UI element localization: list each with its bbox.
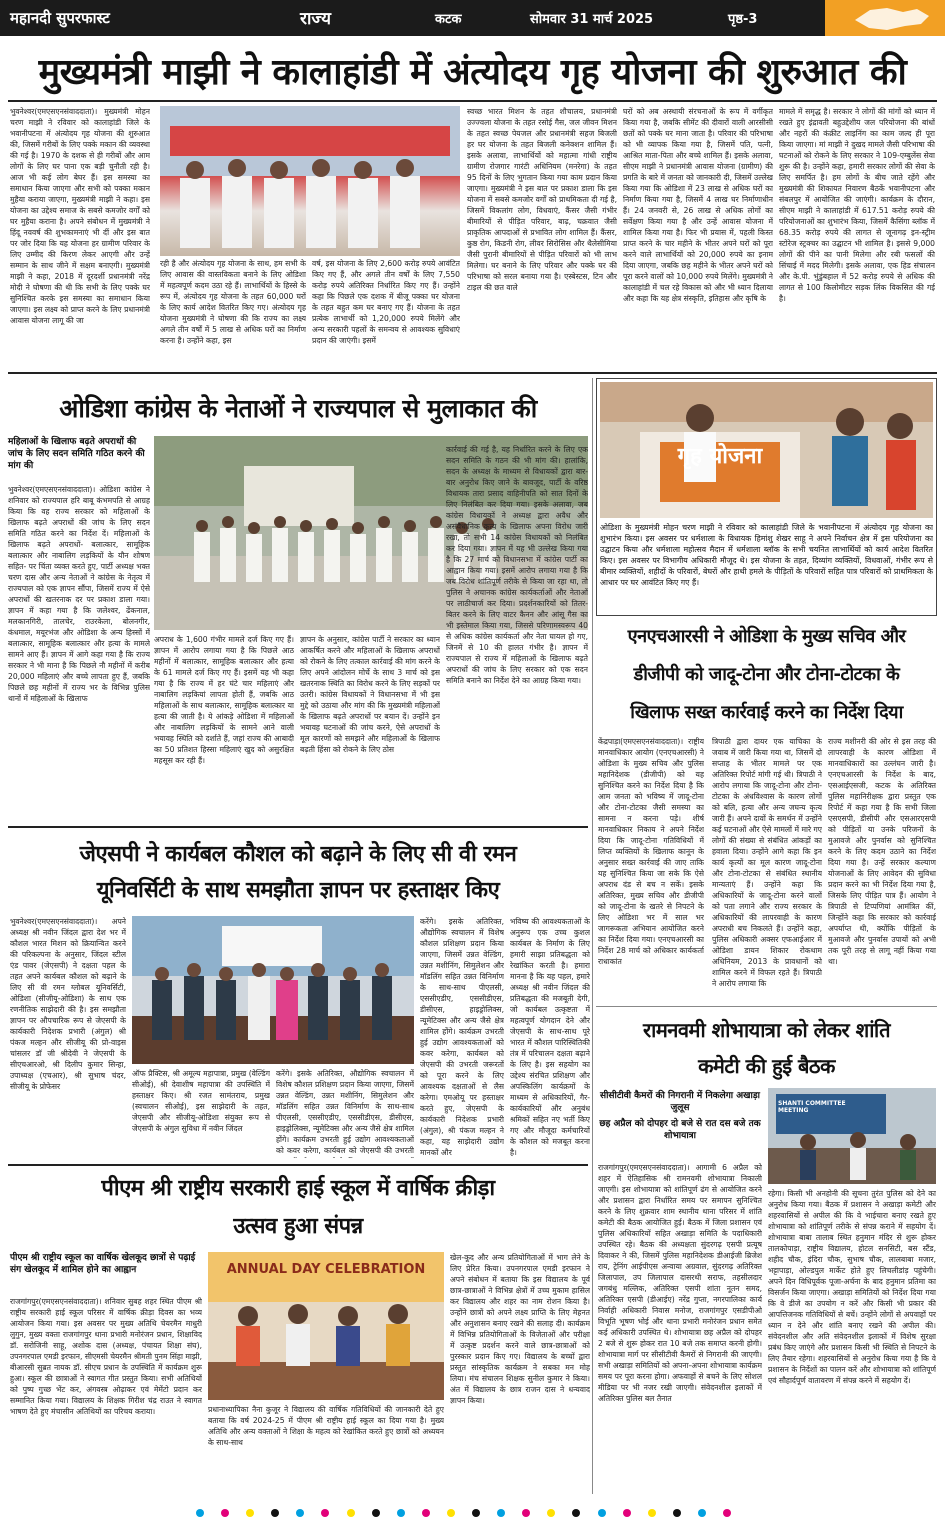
divider bbox=[8, 1164, 588, 1166]
story1-column-6: मामले में समृद्ध है। सरकार ने लोगों की मांगों को ध्यान में रखते हुए इंद्रावती बहुउद्देशीय जल परियोजना की बांधों और नहरों की कंक्रीट लाइनिंग का काम जल्द ही पूरा किया जाएगा। मां माझी ने दुखद मामले जैसी परिभाषा की घटनाओं को रोकने के लिए सरकार ने 109-एम्बुलेंस सेवा शुरू की है। उन्होंने कहा, हमारी सरकार लोगों की सेवा के लिए समर्पित है। हम लोगों के बीच जाते रहेंगे और मुख्यमंत्री की शिकायत निवारण बैठकें भवानीपटना और संबलपुर में आयोजित की जाएंगी। कार्यक्रम के दौरान, सीएम माझी ने कालाहांडी में 617.51 करोड़ रुपये की परियोजनाओं का शुभारंभ किया, जिसमें कैसिंगा ब्लॉक में 68.35 करोड़ रुपये की लागत से जूनागढ़ इन-स्ट्रीम स्टोरेज स्ट्रक्चर का उद्घाटन भी शामिल है। इससे 9,000 लोगों की पीने का पानी मिलेगा और रबी फसलों की सिंचाई में मदद मिलेगी। इसके अलावा, एक हिड संचालन और के.पी. भुंडुंबहाल में 52 करोड़ रुपये से अधिक की लागत से 100 किलोमीटर सड़क लिंक विकसित की गई है। bbox=[779, 107, 935, 303]
story5-banner: SHANTI COMMITTEE MEETING bbox=[778, 1100, 846, 1114]
story2-column-4: कार्रवाई की गई है, यह निर्धारित करने के लिए एक सदन समिति के गठन की भी मांग की। हालांकि, सदन के अध्यक्ष के माध्यम से विधायकों द्वारा बार-बार अनुरोध किए जाने के बावजूद, पार्टी के वरिष्ठ विधायक तारा प्रसाद वाहिनीपति को सात दिनों के लिए निलंबित कर दिया गया। इसके अलावा, जब कांग्रेस विधायकों ने अध्यक्ष द्वारा अवैध और असंवैधानिक कृत्य के खिलाफ अपना विरोध जारी रखा, तो सभी 14 कांग्रेस विधायकों को निलंबित कर दिया गया। ज्ञापन में यह भी उल्लेख किया गया है कि 27 मार्च को विधानसभा में कांग्रेस पार्टी का आह्वान किया गया। इसमें आरोप लगाया गया है कि जब विरोध शांतिपूर्ण तरीके से किया जा रहा था, तो पुलिस ने अचानक कांग्रेस कार्यकर्ताओं और नेताओं पर लाठीचार्ज कर दिया। प्रदर्शनकारियों को तितर-बितर करने के लिए वाटर कैनन और आंसू गैस का भी इस्तेमाल किया गया, जिससे परिणामस्वरूप 40 से अधिक कांग्रेस कार्यकर्ता और नेता घायल हो गए, जिनमें से 10 की हालत गंभीर है। ज्ञापन में राज्यपाल से राज्य में महिलाओं के खिलाफ बढ़ते अपराधों की जांच के लिए सरकार को एक सदन समिति बनाने का निर्देश देने का आग्रह किया गया। bbox=[446, 445, 588, 685]
story4-column-3: करेंगे। इसके अतिरिक्त, औद्योगिक स्वचालन में विशेष कौशल प्रशिक्षण प्रदान किया जाएगा, जिसमें उन्नत वेल्डिंग, उन्नत मशीनिंग, सिमुलेशन और मॉडलिंग सहित उन्नत विनिर्माण के साथ-साथ पीएलसी, एससीएडीए, एससीडीएस, डीसीएस, हाइड्रोलिक्स, न्यूमेटिक्स और अन्य जैसे क्षेत्र शामिल होंगे। कार्यक्रम उभरती हुई उद्योग आवश्यकताओं को कवर करेगा, कार्यबल को जेएसपी की उभरती जरूरतों को पूरा करने के लिए आवश्यक दक्षताओं से लैस करेगा। एमओयू पर हस्ताक्षर करते हुए, जेएसपी के कार्यकारी निदेशक प्रभारी (अंगुल), श्री पंकज मल्हन ने कहा, यह साझेदारी उद्योग मानकों और bbox=[420, 917, 504, 1157]
yellow-mark-icon bbox=[547, 1509, 555, 1517]
cyan-mark-icon bbox=[397, 1509, 405, 1517]
story5-headline-line2: कमेटी की हुई बैठक bbox=[698, 1054, 835, 1078]
story4-column-4: भविष्य की आवश्यकताओं के अनुरूप एक उच्च कुशल कार्यबल के निर्माण के लिए हमारी साझा प्रतिबद्धता को रेखांकित करती है। हमारा मानना ​​है कि यह पहल, हमारे अध्यक्ष श्री नवीन जिंदल की प्रतिबद्धता की मजबूती देगी, जो कार्यबल उत्कृष्टता में महत्वपूर्ण योगदान देने और जेएसपी के साथ-साथ पूरे भारत में कौशल पारिस्थितिकी तंत्र में परिचालन दक्षता बढ़ाने के लिए है। इस सहयोग का उद्देश्य संरचित प्रशिक्षण और अपस्किलिंग कार्यक्रमों के माध्यम से अधिकारियों, गैर-कार्यकारियों और अनुबंध श्रमिकों सहित नए भर्ती किए गए और मौजूदा कर्मचारियों के कौशल को मजबूत करना है। bbox=[510, 917, 590, 1157]
black-mark-icon bbox=[572, 1509, 580, 1517]
yellow-mark-icon bbox=[246, 1509, 254, 1517]
story1-column-2: रही है और अंत्योदय गृह योजना के साथ, हम सभी के लिए आवास की वास्तविकता बनाने के लिए ओडिशा में महत्वपूर्ण कदम उठा रहे हैं। लाभार्थियों के हिस्से के रूप में, अंत्योदय गृह योजना के तहत 60,000 घरों के लिए कार्य आदेश वितरित किए गए। अंत्योदय गृह योजना मुख्यमंत्री ने घोषणा की कि राज्य का लक्ष्य अगले तीन वर्षों में 5 लाख से अधिक घरों का निर्माण करना है। उन्होंने कहा, इस bbox=[160, 259, 306, 345]
divider bbox=[596, 1006, 937, 1007]
story1-column-5: घरों को अब अस्थायी संरचनाओं के रूप में वर्गीकृत किया गया है, जबकि सीमेंट की दीवारों वाली आरसीसी छतों को पक्के घर माना जाता है। परिवार की परिभाषा को भी व्यापक किया गया है, जिसमें पति, पत्नी, आश्रित माता-पिता और बच्चे शामिल हैं। इसके अलावा, सीएम माझी ने प्रधानमंत्री आवास योजना (ग्रामीण) की प्रगति के बारे में जनता को जानकारी दी, जिसमें उल्लेख किया गया कि ओडिशा में 23 लाख से अधिक घरों का निर्माण किया गया है, जिसमें 4 लाख घर निर्माणाधीन हैं। 24 जनवरी से, 26 लाख से अधिक लोगों का सर्वेक्षण किया गया है और उन्हें आवास योजना में शामिल किया गया है। फिर भी प्रयास में, पहली किस्त प्राप्त करने के चार महीने के भीतर अपने घरों को पूरा करने वाले लाभार्थियों को 20,000 रुपये का इनाम दिया जाएगा, जबकि छह महीने के भीतर अपने घरों को पूरा करने वालों को 10,000 रुपये मिलेंगे। मुख्यमंत्री ने कालाहांडी में चल रहे विकास को और भी ध्यान दिलाया और कहा कि यह क्षेत्र संस्कृति, इतिहास और कृषि के bbox=[623, 107, 773, 303]
story2-subhead: महिलाओं के खिलाफ बढ़ते अपराधों की जांच के लिए सदन समिति गठित करने की मांग की bbox=[8, 437, 145, 471]
story1-column-4: स्वच्छ भारत मिशन के तहत शौचालय, प्रधानमंत्री उज्ज्वला योजना के तहत रसोई गैस, जल जीवन मिशन के तहत स्वच्छ पेयजल और प्रधानमंत्री सहज बिजली हर घर योजना के तहत बिजली कनेक्शन शामिल हैं। इसके अलावा, लाभार्थियों को महात्मा गांधी राष्ट्रीय ग्रामीण रोजगार गारंटी अधिनियम (मनरेगा) के तहत 95 दिनों के लिए भुगतान किया गया काम प्रदान किया जाएगा। मुख्यमंत्री ने इस बात पर प्रकाश डाला कि इस योजना में सबसे कमजोर वर्गों को प्राथमिकता दी गई है, जिसमें विकलांग लोग, विधवाएं, कैंसर जैसी गंभीर बीमारियों से पीड़ित परिवार, बाढ़, चक्रवात जैसी प्राकृतिक आपदाओं से प्रभावित लोग शामिल हैं। कैंसर, कुष्ठ रोग, किडनी रोग, लीवर सिरोसिस और थैलेसीमिया जैसी पुरानी बीमारियों से पीड़ित परिवारों को भी लाभ मिलेगा। घर बनाने के लिए परिवार और पक्के घर की परिभाषा को सरल बनाया गया है। एस्बेस्टस, टिन और टाइल की छत वाले bbox=[467, 107, 617, 292]
story3-headline-line2: डीजीपी को जादू-टोना और टोना-टोटका के bbox=[633, 664, 900, 685]
story4-headline-line1: जेएसपी ने कार्यबल कौशल को बढ़ाने के लिए सी वी रमन bbox=[79, 842, 517, 867]
story2-column-1: भुवनेश्वर(एमएसएनसंवाददाता)। ओडिशा कांग्रेस ने शनिवार को राज्यपाल हरि बाबू कंभमपति से आग्रह किया कि वह राज्य सरकार को महिलाओं के खिलाफ बढ़ते अपराधों की जांच के लिए सदन समिति गठित करने का निर्देश दें। महिलाओं के खिलाफ बढ़ते अपराधों- बलात्कार, सामूहिक बलात्कार और नाबालिग लड़कियों के यौन शोषण सहित- पर चिंता व्यक्त करते हुए, पार्टी अध्यक्ष भक्त चरण दास और अन्य नेताओं ने कांग्रेस के नेतृत्व में राज्यपाल को एक ज्ञापन सौंपा, जिसमें राज्य में ऐसे अपराधों की खतरनाक दर पर प्रकाश डाला गया। ज्ञापन में कहा गया है कि जलेश्वर, ढेंकनाल, मलकानगिरी, तालचेर, राउरकेला, बोलनगीर, कंधमाल, मयूरभंज और ओडिशा के अन्य हिस्सों में बलात्कार, सामूहिक बलात्कार और हत्या के मामले सामने आए हैं। ज्ञापन में आगे कहा गया है कि राज्य सरकार ने भी माना है कि पिछले नौ महीनों में करीब 20,000 महिलाएं और बच्चे लापता हुए हैं, जबकि पिछले छह महीनों में राज्य भर के विभिन्न पुलिस थानों में महिलाओं के खिलाफ bbox=[8, 485, 150, 703]
story1-photo bbox=[160, 106, 460, 256]
story6-headline-line1: पीएम श्री राष्ट्रीय सरकारी हाई स्कूल में वार्षिक क्रीड़ा bbox=[101, 1176, 495, 1201]
story3-column-3: राज्य मशीनरी की ओर से इस तरह की लापरवाही के कारण ओडिशा में मानवाधिकारों का उल्लंघन जारी है। एनएचआरसी के निर्देश के बाद, एसआईएसजी, कटक के अतिरिक्त पुलिस महानिरीक्षक द्वारा प्रस्तुत एक रिपोर्ट में कहा गया है कि सभी जिला एसएसपी, डीसीपी और एसआरएसपी को पीड़ितों या उनके परिजनों के मुआवजे और पुनर्वास को सुनिश्चित करने के लिए कदम उठाने का निर्देश दिया गया है। उन्हें सरकार कल्याण योजनाओं के लिए आवेदन की सुविधा प्रदान करने का भी निर्देश दिया गया है, जिसके लिए पीड़ित पात्र हैं। आयोग ने त्रिपाठी से टिप्पणियां आमंत्रित कीं, जिन्होंने कहा कि सरकार को कार्रवाई अपर्याप्त थी, क्योंकि पीड़ितों के मुआवजे और पुनर्वास उपायों को अभी तक पूरी तरह से लागू नहीं किया गया था। bbox=[828, 737, 936, 966]
story3-headline-line1: एनएचआरसी ने ओडिशा के मुख्य सचिव और bbox=[627, 626, 906, 647]
story4-photo bbox=[132, 916, 414, 1064]
story6-column-2: प्रधानाध्यापिका नैना कुजूर ने विद्यालय की वार्षिक गतिविधियों की जानकारी देते हुए बताया कि वर्ष 2024-25 में पीएम श्री राष्ट्रीय हाई स्कूल का दिया गया है। मुख्य अतिथि और अन्य वक्ताओं ने शिक्षा के महत्व को रेखांकित करते हुए छात्रों को अध्ययन के साथ-साथ bbox=[208, 1405, 444, 1447]
black-mark-icon bbox=[472, 1509, 480, 1517]
registration-marks bbox=[190, 1502, 750, 1512]
paper-name: महानदी सुपरफास्ट bbox=[10, 9, 110, 27]
masthead-bar bbox=[0, 0, 945, 36]
story6-column-1: राजगांगपुर(एमएसएनसंवाददाता)। शनिवार सुबह शहर स्थित पीएम श्री राष्ट्रीय सरकारी हाई स्कूल परिसर में वार्षिक क्रीड़ा दिवस का भव्य आयोजन किया गया। इस अवसर पर मुख्य अतिथि चेयरमैन माधुरी लुगुन, मुख्य वक्ता राजगांगपुर थाना प्रभारी मनोरंजन प्रधान, शिक्षाविद डॉ. सरोजिनी साहू, अशोक दास (अध्यक्ष, पंचायत शिक्षा संघ), उपनगरपाल एमडी इरफान, सीएमसी चेयरमैन श्रीमती पुनम सिंहा माझी, बीआरसी सुब्रत नायक डॉ. सीएच प्रधान के उपस्थिति में कार्यक्रम शुरू हुआ। स्कूल की छात्राओं ने स्वागत गीत प्रस्तुत किया। सभी अतिथियों को पुष्प गुच्छ भेंट कर, अंगवस्त्र ओढ़ाकर एवं मेमेंटो प्रदान कर सम्मानित किया गया। विद्यालय के शिक्षक गिरीश चंद्र राउत ने स्वागत भाषण देते हुए मंचासीन अतिथियों का परिचय कराया। bbox=[10, 1297, 202, 1416]
issue-date: सोमवार 31 मार्च 2025 bbox=[530, 12, 654, 27]
divider bbox=[8, 100, 937, 102]
yellow-mark-icon bbox=[447, 1509, 455, 1517]
cyan-mark-icon bbox=[497, 1509, 505, 1517]
story4-column-3-lower: करेंगे। इसके अतिरिक्त, औद्योगिक स्वचालन में विशेष कौशल प्रशिक्षण प्रदान किया जाएगा, जिसमें उन्नत वेल्डिंग, उन्नत मशीनिंग, सिमुलेशन और मॉडलिंग सहित उन्नत विनिर्माण के साथ-साथ पीएलसी, एससीएडीए, एससीडीएस, डीसीएस, हाइड्रोलिक्स, न्यूमेटिक्स और अन्य जैसे क्षेत्र शामिल होंगे। कार्यक्रम उभरती हुई उद्योग आवश्यकताओं को कवर करेगा, कार्यबल को जेएसपी की उभरती bbox=[276, 1069, 414, 1155]
story6-headline-line2: उत्सव हुआ संपन्न bbox=[233, 1214, 363, 1239]
magenta-mark-icon bbox=[522, 1509, 530, 1517]
story5-subhead-1: सीसीटीवी कैमरों की निगरानी में निकलेगा अखाड़ा जुलूस bbox=[600, 1091, 760, 1113]
cyan-mark-icon bbox=[196, 1509, 204, 1517]
page-number: पृष्ठ-3 bbox=[728, 12, 758, 27]
yellow-mark-icon bbox=[347, 1509, 355, 1517]
state-map-icon bbox=[825, 0, 945, 36]
story2-banner-text: गृह योजना bbox=[677, 444, 763, 469]
story3-column-2: त्रिपाठी द्वारा दायर एक याचिका के जवाब में जारी किया गया था, जिसमें दो सप्ताह के भीतर मामले पर एक अतिरिक्त रिपोर्ट मांगी गई थी। त्रिपाठी ने आरोप लगाया कि जादू-टोना और टोना-टोटका के अंधविश्वास के कारण लोगों को बलि, हत्या और अन्य जघन्य कृत्य जारी हैं। अपने दावों के समर्थन में उन्होंने कई घटनाओं और ऐसे मामलों में मारे गए लोगों की संख्या से संबंधित आंकड़ों का हवाला दिया। उन्होंने आगे कहा कि इन कार्य कृत्यों का मूल कारण जादू-टोना और टोना-टोटका से संबंधित स्थानीय मान्यताएं हैं। उन्होंने कहा कि अधिकारियों के जादू-टोना करने वालों को पता लगाने और राज्य सरकार के अधिकारियों की लापरवाही के कारण अपराधी बच निकलते हैं। उन्होंने कहा, पुलिस अधिकारी अक्सर एफआईआर में ओडिशा डायन शिकार रोकथाम अधिनियम, 2013 के प्रावधानों को शामिल करने में विफल रहते हैं। त्रिपाठी ने आरोप लगाया कि bbox=[712, 737, 822, 988]
section-name: राज्य bbox=[300, 9, 331, 29]
story2-column-3: ज्ञापन के अनुसार, कांग्रेस पार्टी ने सरकार का ध्यान आकर्षित करने और महिलाओं के खिलाफ अपराधों को रोकने के लिए तत्काल कार्रवाई की मांग करने के लिए अपने आंदोलन मोर्चे के साथ 3 मार्च को इस खतरनाक स्थिति का विरोध करने के लिए सड़कों पर उतरी। कांग्रेस विधायकों ने विधानसभा में भी इस मुद्दे को उठाया और मांग की कि मुख्यमंत्री महिलाओं के खिलाफ बढ़ते अपराधों पर बयान दें। उन्होंने इन भयावह घटनाओं की जांच करने, ऐसे अपराधों के मूल कारणों को समझने और महिलाओं के खिलाफ बढ़ती हिंसा को रोकने के लिए ठोस bbox=[300, 635, 440, 754]
black-mark-icon bbox=[673, 1509, 681, 1517]
magenta-mark-icon bbox=[321, 1509, 329, 1517]
story4-column-2: ऑफ प्रैक्टिस, श्री अमूल्य महापात्रा, प्रमुख (वेल्डिंग सीओई), श्री देवाशीष महापात्रा की उपस्थिति में हस्ताक्षर किए। श्री रजत सामंतराय, प्रमुख (स्वचालन सीओई), इस साझेदारी के तहत, जेएसपी और सीजीयू-ओडिशा संयुक्त रूप से जेएसपी के अंगुल सुविधा में नवीन जिंदल bbox=[132, 1069, 270, 1133]
story5-subhead-2: छह अप्रैल को दोपहर दो बजे से रात दस बजे तक शोभायात्रा bbox=[599, 1119, 761, 1141]
story2-photo-caption: ओडिशा के मुख्यमंत्री मोहन चरण माझी ने रविवार को कालाहांडी जिले के भवानीपटना में अंत्योदय गृह योजना का शुभारंभ किया। इस अवसर पर धर्मशाला के विधायक हिमांशु शेखर साहू ने अपने निर्वाचन क्षेत्र में इस परियोजना का उद्घाटन किया और धर्मशाला महोत्सव मैदान में धर्मशाला ब्लॉक के सभी चयनित लाभार्थियों को कार्य आदेश वितरित किए। इस अवसर पर विभागीय अधिकारी मौजूद थे। इस योजना के तहत, दिव्यांग व्यक्तियों, विधवाओं, गंभीर रूप से बीमार व्यक्तियों, शहीदों के परिवारों, बेघरों और हाथी हमले के पीड़ितों के परिवारों सहित पात्र परिवारों को प्राथमिकता के आधार पर घर आवंटित किए गए हैं। bbox=[600, 523, 933, 587]
story5-column-2: रहेगा। किसी भी अनहोनी की सूचना तुरंत पुलिस को देने का अनुरोध किया गया। बैठक में प्रशासन ने अखाड़ा कमेटी और शहरवासियों से अपील की कि वे भाईचारा बनाए रखते हुए शोभायात्रा को शांतिपूर्ण तरीके से संपन्न कराने में सहयोग दें। शोभायात्रा बाबा तालाब स्थित हनुमान मंदिर से शुरू होकर तालकोपाड़ा, राष्ट्रीय विद्यालय, होटल सनसिटी, बस स्टैंड, शहीद चौक, इंदिरा चौक, सुभाष चौक, लालबाबा मजार, भट्टापाड़ा, ओल्डपुल मार्केट होते हुए लिचलीडांड़ पहुंचेगी। अपने दिन विधिपूर्वक पूजा-अर्चना के बाद हनुमान प्रतिमा का विसर्जन किया जाएगा। अखाड़ा समितियों को निर्देश दिया गया कि वे डीजे का उपयोग न करें और किसी भी प्रकार की आपत्तिजनक गतिविधियों से बचें। उन्होंने लोगों से अपवाहों पर ध्यान न देने और शांति बनाए रखने की अपील की। संवेदनशील और अति संवेदनशील इलाकों में विशेष सुरक्षा प्रबंध किए जाएंगे और प्रशासन किसी भी स्थिति से निपटने के लिए तैयार रहेगा। शहरवासियों से अनुरोध किया गया है कि वे प्रशासन के निर्देशों का पालन करें और शोभायात्रा को शांतिपूर्ण एवं सौहार्दपूर्ण वातावरण में संपन्न करने में सहयोग दें। bbox=[768, 1189, 936, 1385]
story5-headline-line1: रामनवमी शोभायात्रा को लेकर शांति bbox=[642, 1018, 891, 1042]
black-mark-icon bbox=[372, 1509, 380, 1517]
story4-column-1: भुवनेश्वर(एमएसएनसंवाददाता)। अपने अध्यक्ष श्री नवीन जिंदल द्वारा देश भर में कौशल भारत मिशन को क्रियान्वित करने की परिकल्पना के अनुसार, जिंदल स्टील एंड पावर (जेएसपी) ने दक्षता पहल के तहत अपने कार्यबल कौशल को बढ़ाने के लिए सी वी रमन ग्लोबल यूनिवर्सिटी, ओडिशा (सीजीयू-ओडिशा) के साथ एक रणनीतिक साझेदारी की है। इस समझौता ज्ञापन पर औपचारिक रूप से जेएसपी के कार्यकारी निदेशक प्रभारी (अंगुल) श्री पंकज मल्हन और सीजीयू की प्रो-वाइस चांसलर डॉ जी श्रीदेवी ने जेएसपी के सीएचआरओ, श्री दिलीप कुमार सिन्हा, उपाध्यक्ष (एचआर), श्री सुभाष चंदर, सीजीयू के प्रोफेसर bbox=[10, 917, 126, 1091]
story2-column-2: अपराध के 1,600 गंभीर मामले दर्ज किए गए हैं। ज्ञापन में आरोप लगाया गया है कि पिछले आठ महीनों में बलात्कार, सामूहिक बलात्कार और हत्या के 61 मामले दर्ज किए गए हैं। इसमें यह भी कहा गया है कि राज्य में हर घंटे चार महिलाएं और नाबालिग लड़कियां लापता होती हैं, जबकि आठ महिलाओं के साथ बलात्कार, सामूहिक बलात्कार या हत्या की जाती है। ये आंकड़े ओडिशा में महिलाओं और नाबालिग लड़कियों के सामने आने वाली भयावह स्थिति को दर्शाते हैं, जहां राज्य की आबादी का 50 प्रतिशत हिस्सा महिलाएं खुद को असुरक्षित महसूस कर रही हैं। bbox=[154, 635, 294, 765]
story3-headline-line3: खिलाफ सख्त कार्रवाई करने का निर्देश दिया bbox=[630, 702, 903, 723]
story3-column-1: केंद्रपाड़ा(एमएसएनसंवाददाता)। राष्ट्रीय मानवाधिकार आयोग (एनएचआरसी) ने ओडिशा के मुख्य सचिव और पुलिस महानिदेशक (डीजीपी) को यह सुनिश्चित करने का निर्देश दिया है कि आम जनता को भविष्य में जादू-टोना और टोना-टोटका जैसी समस्या का सामना न करना पड़े। शीर्ष मानवाधिकार निकाय ने अपने निर्देश दिया कि जादू-टोना गतिविधियों में लिप्त व्यक्तियों के खिलाफ कानून के अनुसार सख्त कार्रवाई की जाए ताकि यह सुनिश्चित किया जा सके कि ऐसे अपराध दंड से बच न सकें। इसके अतिरिक्त, मुख्य सचिव और डीजीपी को जादू-टोना के खतरे से निपटने के लिए ओडिशा भर में साल भर जागरूकता अभियान आयोजित करने का निर्देश दिया गया। एनएचआरसी का निर्देश 28 मार्च को अधिकार कार्यकर्ता राधाकांत bbox=[598, 737, 704, 966]
magenta-mark-icon bbox=[221, 1509, 229, 1517]
black-mark-icon bbox=[271, 1509, 279, 1517]
story6-banner: ANNUAL DAY CELEBRATION bbox=[226, 1262, 426, 1277]
magenta-mark-icon bbox=[623, 1509, 631, 1517]
magenta-mark-icon bbox=[422, 1509, 430, 1517]
story5-column-1: राजगांगपुर(एमएसएनसंवाददाता)। आगामी 6 अप्रैल को शहर में ऐतिहासिक श्री रामनवमी शोभायात्रा निकाली जाएगी। इस शोभायात्रा को शांतिपूर्ण ढंग से आयोजित करने और प्रशासन द्वारा निर्धारित समय पर समापन सुनिश्चित करने के लिए शुक्रवार शाम स्थानीय थाना परिसर में शांति कमेटी की बैठक आयोजित हुई। बैठक में जिला प्रशासन एवं पुलिस अधिकारियों सहित अखाड़ा समिति के पदाधिकारी उपस्थित रहे। बैठक की अध्यक्षता सुंदरगढ़ एसपी प्रत्यूष दिवाकर ने की, जिसमें पुलिस महानिदेशक डीआईजी ब्रिजेश राय, ट्रेनिंग आईपीएस अन्वाया अग्रवाल, सुंदरगढ़ अतिरिक्त जिलापाल, उप जिलापाल दासरथी सराफ, तहसीलदार जगबंधु मल्लिक, अतिरिक्त एसपी शांता नूतन समद, अतिरिक्त एसपी (डीआईए) नरेंद्र गुप्ता, नगरपालिका कार्य निर्वाही अधिकारी निवास मनोज, राजगांगपुर एसडीपीओ विभूति भूषण भोई और थाना प्रभारी मनोरंजन प्रधान समेत कई अधिकारी उपस्थित थे। शोभायात्रा छह अप्रैल को दोपहर 2 बजे से शुरू होकर रात 10 बजे तक समाप्त करनी होगी। शोभायात्रा मार्ग पर सीसीटीवी कैमरों से निगरानी की जाएगी। सभी अखाड़ा समितियों को अपना-अपना शोभायात्रा कार्यक्रम समय पर पूरा करना होगा। अफवाहों से बचने के लिए सोशल मीडिया पर भी नजर रखी जाएगी। संवेदनशील इलाकों में अतिरिक्त पुलिस बल तैनात bbox=[598, 1163, 762, 1403]
divider bbox=[8, 372, 937, 374]
divider bbox=[8, 826, 588, 828]
yellow-mark-icon bbox=[648, 1509, 656, 1517]
column-divider bbox=[592, 378, 593, 1494]
cyan-mark-icon bbox=[296, 1509, 304, 1517]
story6-subhead: पीएम श्री राष्ट्रीय स्कूल का वार्षिक खेलकूद छात्रों से पढ़ाई संग खेलकूद में शामिल होने का आह्वान bbox=[10, 1253, 196, 1275]
story1-headline: मुख्यमंत्री माझी ने कालाहांडी में अंत्योदय गृह योजना की शुरुआत की bbox=[38, 52, 907, 93]
story6-column-3: खेल-कूद और अन्य प्रतियोगिताओं में भाग लेने के लिए प्रेरित किया। उपनगरपाल एमडी इरफान ने अपने संबोधन में बताया कि इस विद्यालय के पूर्व छात्र-छात्राओं ने विभिन्न क्षेत्रों में उच्च मुकाम हासिल कर विद्यालय और शहर का नाम रोशन किया है। उन्होंने छात्रों को अपने लक्ष्य प्राप्ति के लिए मेहनत और अनुशासन बनाए रखने की सलाह दी। कार्यक्रम में विभिन्न प्रतियोगिताओं के विजेताओं और परीक्षा में उत्कृष्ट प्रदर्शन करने वाले छात्र-छात्राओं को पुरस्कार प्रदान किए गए। विद्यालय के बच्चों द्वारा प्रस्तुत सांस्कृतिक कार्यक्रम ने सबका मन मोह लिया। मंच संचालन शिक्षक सुनील कुमार ने किया। अंत में विद्यालय के छात्र राजन दास ने धन्यवाद ज्ञापन किया। bbox=[450, 1253, 590, 1405]
story4-headline-line2: यूनिवर्सिटी के साथ समझौता ज्ञापन पर हस्ताक्षर किए bbox=[96, 878, 500, 903]
magenta-mark-icon bbox=[723, 1509, 731, 1517]
story1-column-3: वर्ष, इस योजना के लिए 2,600 करोड़ रुपये आवंटित किए गए हैं, और अगले तीन वर्षों के लिए 7,550 करोड़ रुपये अतिरिक्त निर्धारित किए गए हैं। उन्होंने कहा कि पिछले एक दशक में बीजू पक्का घर योजना के तहत बहुत कम घर बनाए गए हैं। योजना के तहत प्रत्येक लाभार्थी को 1,20,000 रुपये मिलेंगे और अन्य सरकारी पहलों के समन्वय से आवश्यक सुविधाएं प्रदान की जाएंगी। इसमें bbox=[312, 259, 460, 345]
cyan-mark-icon bbox=[598, 1509, 606, 1517]
story2-headline: ओडिशा कांग्रेस के नेताओं ने राज्यपाल से मुलाकात की bbox=[59, 394, 537, 423]
cyan-mark-icon bbox=[698, 1509, 706, 1517]
city-name: कटक bbox=[435, 12, 462, 27]
story1-column-1: भुवनेश्वर(एमएसएनसंवाददाता)। मुख्यमंत्री मोहन चरण माझी ने रविवार को कालाहांडी जिले के भवानीपटना में अंत्योदय गृह योजना की शुरुआत की, जिसमें गरीबों के लिए पक्के मकान की व्यवस्था की गई है। 1970 के दशक से ही गरीबों और आम लोगों के लिए घर पाना एक बड़ी चुनौती रही है। आज भी कई लोग बेघर हैं। इस समस्या का समाधान किया जाएगा और सभी को पक्का मकान मुहैया कराया जाएगा, मुख्यमंत्री माझी ने कहा। इस योजना का उद्देश्य समाज के सबसे कमजोर वर्गों को घर मुहैया कराना है। अपने संबोधन में मुख्यमंत्री ने हिंदू नववर्ष की शुभकामनाएं भी दीं और इस बात पर जोर दिया कि यह योजना हर ग्रामीण परिवार के लिए उम्मीद की किरण लेकर आएगी और उन्हें सम्मान के साथ जीने में सक्षम बनाएगी। मुख्यमंत्री माझी ने कहा, 2018 में दूरदर्शी प्रधानमंत्री नरेंद्र मोदी ने घोषणा की थी कि सभी के लिए पक्के घर सुनिश्चित करके इस समस्या का समाधान किया जाएगा। इस लक्ष्य को प्राप्त करने के लिए प्रधानमंत्री आवास योजना लागू की जा bbox=[10, 107, 150, 325]
